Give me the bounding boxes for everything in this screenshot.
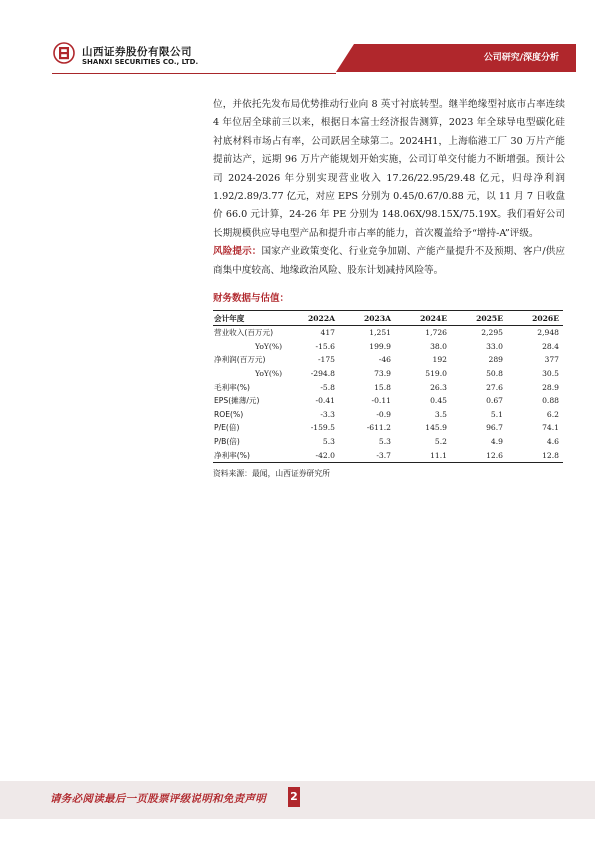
table-row [213, 435, 563, 449]
risk-label: 风险提示： [213, 246, 262, 258]
column-header-year: 2025E [451, 311, 507, 326]
report-type-label: 公司研究/深度分析 [483, 53, 559, 63]
company-logo-icon [53, 42, 75, 64]
table-cell: 1,726 [425, 328, 447, 338]
table-row [213, 408, 563, 422]
risk-paragraph [213, 243, 565, 280]
table-cell: 11.1 [395, 448, 451, 462]
table-cell: 0.88 [542, 396, 559, 406]
table-cell: 33.0 [486, 341, 503, 351]
table-cell: 28.9 [542, 382, 559, 392]
table-cell: 2,948 [537, 328, 559, 338]
table-cell: 12.6 [451, 448, 507, 462]
source-note: 资料来源：最闻，山西证券研究所 [213, 469, 330, 478]
row-label: EPS(摊薄/元) [214, 396, 260, 406]
table-cell: 199.9 [369, 341, 391, 351]
table-cell: 4.6 [546, 437, 559, 447]
table-row [213, 394, 563, 408]
risk-text: 国家产业政策变化、行业竞争加剧、产能产量提升不及预期、客户/供应商集中度较高、地缘政治风险、股东计划减持风险等。 [213, 246, 566, 276]
table-row [213, 421, 563, 435]
row-label: P/B(倍) [214, 437, 240, 447]
table-cell: -0.41 [315, 396, 335, 406]
table-cell: 519.0 [425, 369, 447, 379]
row-label: 净利润(百万元) [214, 355, 266, 365]
row-label: 净利率(%) [213, 448, 283, 462]
table-cell: 50.8 [486, 369, 503, 379]
table-cell: -0.9 [376, 409, 391, 419]
table-cell: -294.8 [310, 369, 335, 379]
table-row [213, 353, 563, 367]
analysis-body [213, 96, 565, 280]
table-cell: 96.7 [486, 423, 503, 433]
table-cell: 15.8 [374, 382, 391, 392]
row-label: 毛利率(%) [214, 382, 250, 392]
table-cell: 2,295 [481, 328, 503, 338]
table-cell: -15.6 [315, 341, 335, 351]
table-cell: 145.9 [425, 423, 447, 433]
table-cell: -611.2 [366, 423, 391, 433]
table-cell: 192 [432, 355, 447, 365]
column-header-year: 2026E [507, 311, 563, 326]
table-cell: -42.0 [283, 448, 339, 462]
table-cell: 38.0 [430, 341, 447, 351]
table-cell: 73.9 [374, 369, 391, 379]
table-cell: -0.11 [371, 396, 391, 406]
page-header [0, 0, 595, 80]
table-cell: 1,251 [369, 328, 391, 338]
column-header-year: 2023A [339, 311, 395, 326]
table-cell: 4.9 [490, 437, 503, 447]
table-cell: 30.5 [542, 369, 559, 379]
table-row [213, 340, 563, 354]
table-row [213, 448, 563, 462]
column-header-label: 会计年度 [213, 311, 283, 326]
footer-disclaimer: 请务必阅读最后一页股票评级说明和免责声明 [50, 793, 266, 805]
table-cell: -5.8 [320, 382, 335, 392]
row-label: YoY(%) [255, 341, 283, 351]
row-label: 营业收入(百万元) [214, 328, 274, 338]
table-cell: 6.2 [546, 409, 559, 419]
table-cell: 5.3 [322, 437, 335, 447]
table-row [213, 367, 563, 381]
financial-table [213, 310, 563, 463]
column-header-year: 2022A [283, 311, 339, 326]
table-cell: -3.3 [320, 409, 335, 419]
table-cell: 5.2 [434, 437, 447, 447]
table-header-row [213, 311, 563, 326]
table-row [213, 380, 563, 394]
row-label: ROE(%) [214, 409, 244, 419]
table-cell: 377 [544, 355, 559, 365]
table-cell: -3.7 [339, 448, 395, 462]
table-cell: 5.3 [378, 437, 391, 447]
table-cell: 0.67 [486, 396, 503, 406]
row-label: YoY(%) [255, 369, 283, 379]
table-cell: 74.1 [542, 423, 559, 433]
table-cell: 5.1 [490, 409, 503, 419]
header-divider [52, 73, 336, 74]
table-cell: 12.8 [507, 448, 563, 462]
table-cell: -46 [378, 355, 391, 365]
table-cell: 26.3 [430, 382, 447, 392]
table-cell: 27.6 [486, 382, 503, 392]
table-cell: 28.4 [542, 341, 559, 351]
analysis-paragraph: 位，并依托先发布局优势推动行业向 8 英寸衬底转型。继半绝缘型衬底市占率连续 4 年位居全球前三以来，根据日本富士经济报告测算，2023 年全球导电型碳化硅衬底材料市场占有率，公司跃居全球第二。2024H1，上海临港工厂 30 万片产能提前达产，远期 96 万片产能规划开始实施，公司订单交付能力不断增强。预计公司 2024-2026 年分别实现营业收入 17.26/22.95/29.48 亿元，归母净利润 1.92/2.89/3.77 亿元，对应 EPS 分别为 0.45/0.67/0.88 元，以 11 月 7 日收盘价 66.0 元计算，24-26 年 PE 分别为 148.06X/98.15X/75.19X。我们看好公司长期规模供应导电型产品和提升市占率的能力，首次覆盖给予“增持-A”评级。 [213, 99, 565, 239]
column-header-year: 2024E [395, 311, 451, 326]
table-cell: -159.5 [310, 423, 335, 433]
row-label: P/E(倍) [214, 423, 240, 433]
financial-table-title: 财务数据与估值： [213, 293, 290, 304]
page-number: 2 [288, 787, 300, 807]
table-cell: 289 [488, 355, 503, 365]
table-row [213, 326, 563, 340]
brand-name-cn: 山西证券股份有限公司 [82, 46, 192, 58]
table-cell: 0.45 [430, 396, 447, 406]
table-cell: -175 [317, 355, 335, 365]
brand-name-en: SHANXI SECURITIES CO., LTD. [82, 58, 199, 66]
table-cell: 417 [320, 328, 335, 338]
table-cell: 3.5 [434, 409, 447, 419]
